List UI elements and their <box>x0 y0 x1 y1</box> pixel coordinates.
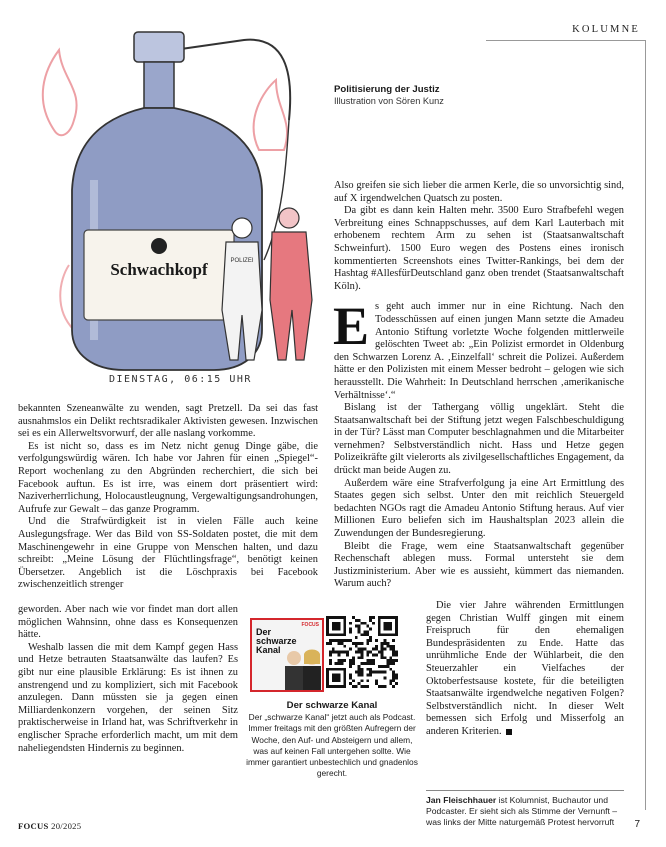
author-bio: Jan Fleischhauer ist Kolumnist, Buchautor und Podcaster. Er sieht sich als Stimme der Vernunft – was links der Mitte naturgemäß Protest hervorruft <box>426 795 618 828</box>
article-column-right-top <box>334 180 624 591</box>
paragraph: Die vier Jahre währenden Ermittlungen gegen Christian Wulff gingen mit einem Freispruch für den ehemaligen Bundespräsidenten zu Ende. Hatte das unrühmliche Ende der Wühlarbeit, die den Steuerzahler ein Vielfaches der Oktoberfestsause kostete, für die beteiligten Staatsanwälte irgendwelche negativen Folgen? Selbstverständlich nicht. In dieser Welt bemessen sich Erfolg und Misserfolg an anderen Kriterien. <box>426 600 624 737</box>
pump-head <box>134 32 184 62</box>
page-frame-rule <box>645 40 646 810</box>
bottle-neck <box>144 62 174 108</box>
podcast-cover-title: Der schwarze Kanal <box>256 627 297 655</box>
paragraph: Bleibt die Frage, wem eine Staatsanwaltschaft gegenüber Rechenschaft ablegen muss. Formal untersteht sie dem Justizministerium. Aber wie es aussieht, kümmert das niemanden. Warum auch? <box>334 540 624 590</box>
paragraph: Außerdem wäre eine Strafverfolgung ja eine Art Ermittlung des Staates gegen sich selbst. Unter den mit reichlich Steuergeld bedachten NGOs ragt die Amadeu Antonio Stiftung heraus. Auf vier Millionen Euro beliefen sich im Haushaltsplan 2023 allein die Zuwendungen der Bundesregierung. <box>334 477 624 540</box>
podcast-title: Der schwarze Kanal <box>286 700 378 711</box>
svg-text:POLIZEI: POLIZEI <box>230 258 254 264</box>
podcast-host-portraits <box>282 646 322 690</box>
author-name: Jan Fleischhauer <box>426 795 497 805</box>
header-rule <box>486 40 646 41</box>
article-column-left-top <box>18 403 318 592</box>
footer-brand: FOCUS <box>18 821 49 831</box>
article-column-left-bottom <box>18 604 238 755</box>
author-rule <box>426 790 624 791</box>
dropcap-paragraph: Es geht auch immer nur in eine Richtung. Nach den Todesschüssen auf einen jungen Mann setzte die Amadeu Antonio Stiftung vorletzte Woche folgenden mittlerweile gelöschten Tweet ab: „Ein Polizist ermordet in Oldenburg den Schwarzen Lorenz A. ‚Einzelfall‘ schreit die Polizei. Außerdem hätte er den Polizisten mit einem Messer bedroht – gelogen wie sich herausstellt. Die Wahrheit: In Deutschland herrschen ‚amerikanische Verhältnisse‘.“ <box>333 296 624 401</box>
police-figure <box>270 208 312 360</box>
podcast-description: Der „schwarze Kanal“ jetzt auch als Podcast. Immer freitags mit den größten Aufregern der Woche, den Auf- und Absteigern und allem, was auf keinen Fall untergehen sollte. Wie immer garantiert unbestechlich und gnadenlos gerecht. <box>246 712 418 779</box>
caption-credit: Illustration von Sören Kunz <box>334 96 444 106</box>
podcast-cover <box>250 618 324 692</box>
paragraph: Also greifen sie sich lieber die armen Kerle, die so unvorsichtig sind, auf X irgendwelchen Quatsch zu posten. <box>334 180 624 204</box>
paragraph: geworden. Aber nach wie vor findet man dort allen möglichen Wahnsinn, ohne dass es Konsequenzen hätte. <box>18 604 238 641</box>
caption-title: Politisierung der Justiz <box>334 84 440 95</box>
paragraph: Bislang ist der Tathergang völlig ungeklärt. Steht die Staatsanwaltschaft bei der Stiftung jetzt wegen Falschbeschuldigung in der Tür? Lässt man Computer beschlagnahmen und die Mitarbeiter vernehmen? Selbstverständlich nicht. Hass und Hetze gegen Polizeikräfte gilt vielerorts als zivilgesellschaftliches Engagement, da drückt man beide Augen zu. <box>334 402 624 477</box>
page-number: 7 <box>634 819 640 830</box>
footer-issue-number: 20/2025 <box>51 821 82 831</box>
paragraph: Es ist nicht so, dass es im Netz nicht genug Dinge gäbe, die verfolgungswürdig wären. Ich habe vor Jahren für einen „Spiegel“-Report wochenlang zu den Abgründen recherchiert, die sich bei Facebook auftun. Es ist irre, was einem dort präsentiert wird: Naziverherrlichung, Holocaustleugnung, Vergewaltigungsandrohungen, Aufrufe zur Gewalt – das ganze Programm. <box>18 440 318 515</box>
paragraph: Und die Strafwürdigkeit ist in vielen Fälle auch keine Auslegungsfrage. Wer das Bild von SS-Soldaten postet, die mit dem Maschinengewehr in eine Gruppe von Menschen halten, und dazu schreibt: „Meine Lösung der Flüchtlingsfrage“, benötigt keinen Übersetzer. Angeblich ist die Löschpraxis bei Facebook zwischenzeitlich strenger <box>18 516 318 591</box>
end-mark <box>506 729 512 735</box>
dropcap-letter: E <box>333 296 370 357</box>
paragraph: Da gibt es dann kein Halten mehr. 3500 Euro Strafbefehl wegen Verbreitung eines Schnappschusses, auf dem Karl Lauterbach mit erhobenem rechtem Arm zu sehen ist (Staatsanwaltschaft Schweinfurt). 1500 Euro wegen des Postens eines ironisch kommentierten Screenshots eines Twitter-Rankings, bei dem der Hashtag #AllesfürDeutschland ganz oben trendet (Staatsanwaltschaft Köln). <box>334 205 624 292</box>
bottle-illustration <box>14 10 334 395</box>
flame-doodle <box>43 50 77 135</box>
pump-nozzle <box>174 40 290 120</box>
flame-doodle <box>254 80 287 150</box>
silhouette-logo <box>151 238 167 254</box>
section-label: KOLUMNE <box>572 24 640 35</box>
podcast-qr-code[interactable] <box>326 616 398 688</box>
paragraph: bekannten Szeneanwälte zu wenden, sagt Pretzell. Da sei das fast ausnahmslos ein Delikt rechtsradikaler Aktivisten gewesen. Inzwischen sei es ein Allerweltsvorwurf, der alle naslang vorkomme. <box>18 403 318 440</box>
footer-issue <box>18 821 81 831</box>
bottle-label-text: Schwachkopf <box>110 260 208 279</box>
illustration-timestamp: DIENSTAG, 06:15 UHR <box>109 374 252 385</box>
paragraph: Weshalb lassen die mit dem Kampf gegen Hass und Hetze betrauten Staatsanwälte das laufen? Es gibt nur eine plausible Erklärung: Es ist ihnen zu anstrengend und zu kompliziert, sich mit Facebook anzulegen. Dann müssten sie ja gegen einen Milliardenkonzern vorgehen, der seinen Sitz praktischerweise in Irland hat, was Schriftverkehr in englischer Sprache erforderlich macht, um mit dem naheliegendsten Hindernis zu beginnen. <box>18 641 238 754</box>
podcast-cover-brand: FOCUS <box>301 622 319 628</box>
article-column-right-bottom <box>426 600 624 739</box>
